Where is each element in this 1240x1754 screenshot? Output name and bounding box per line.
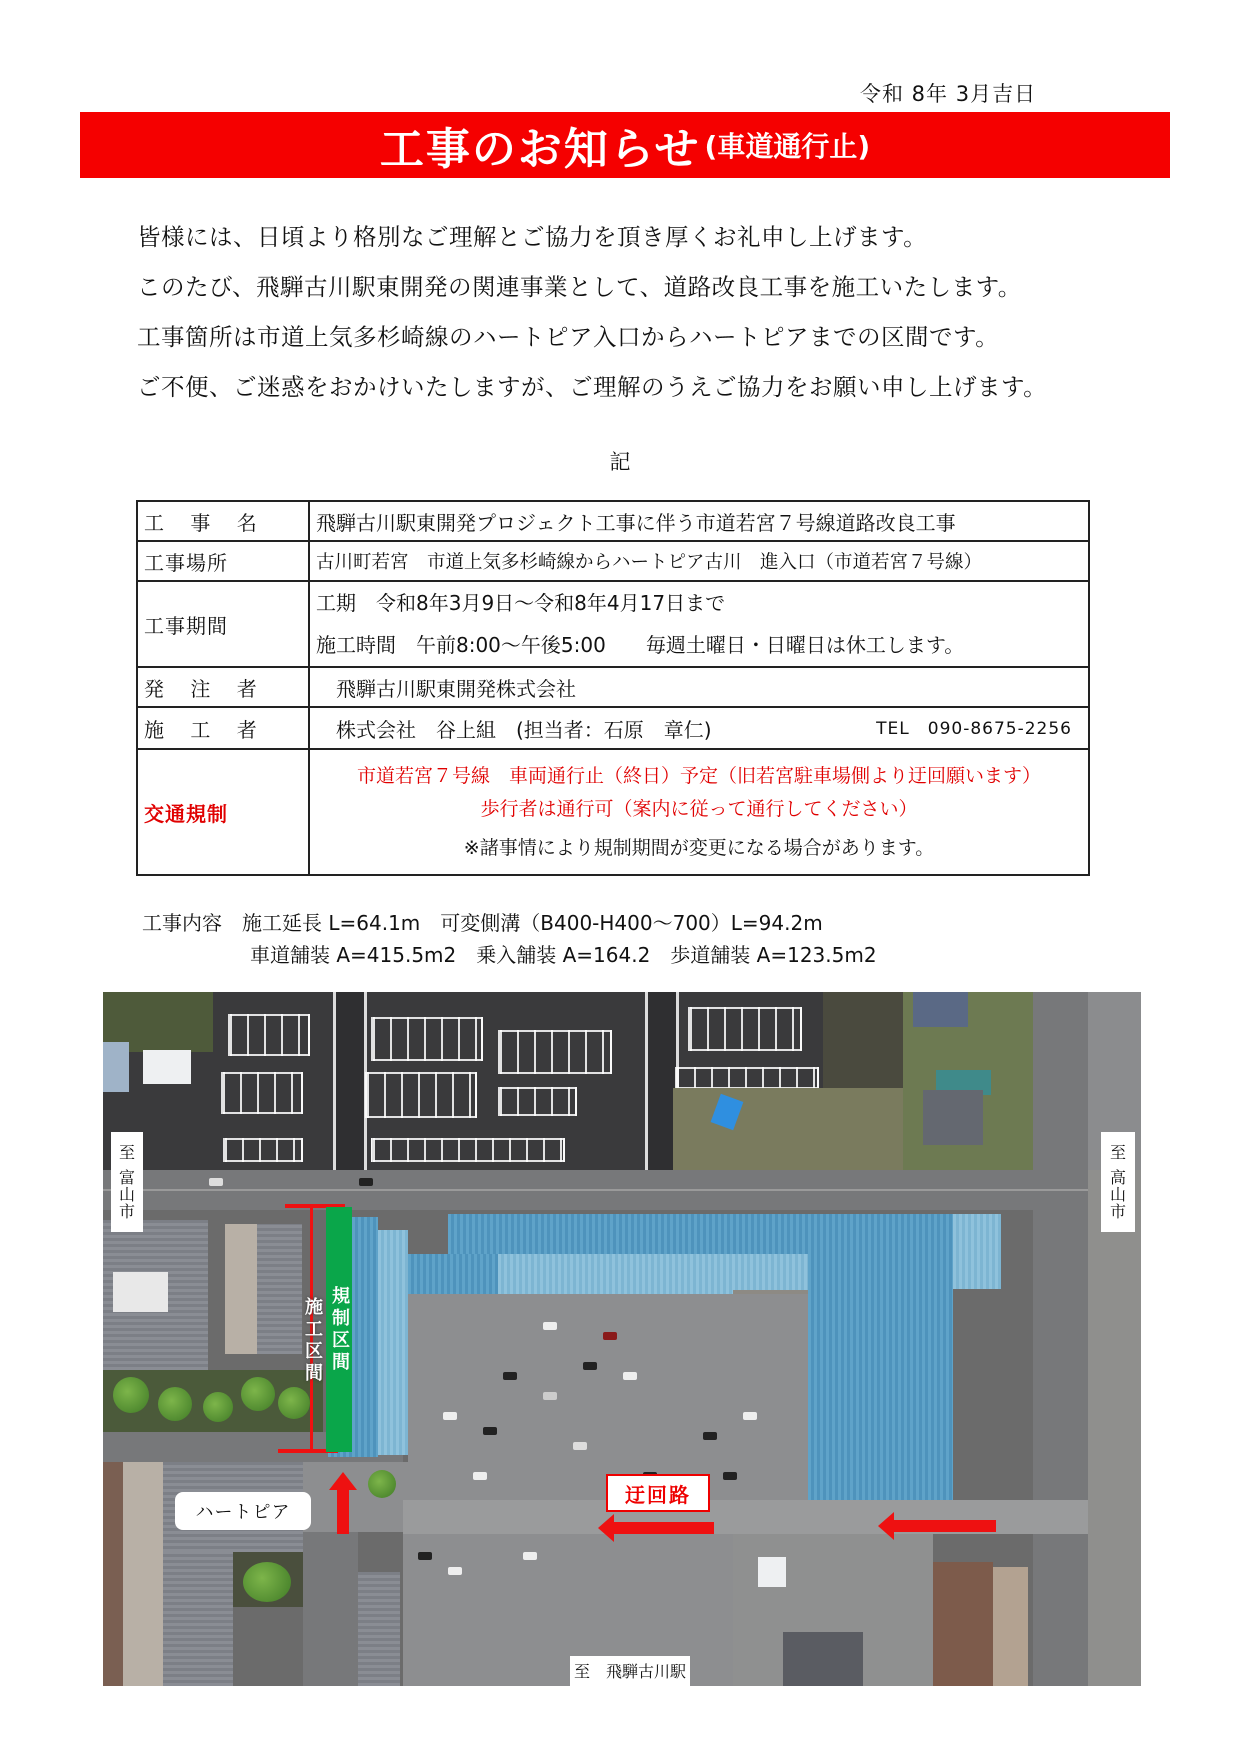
label-char: 市 <box>118 1202 135 1221</box>
parking-stalls <box>498 1030 612 1074</box>
regulation-note: ※諸事情により規制期間が変更になる場合があります。 <box>463 836 935 859</box>
house <box>913 992 968 1027</box>
regulation-line: 歩行者は通行可（案内に従って通行してください） <box>480 797 918 820</box>
road-east <box>1033 992 1088 1686</box>
car <box>448 1567 462 1575</box>
parking-stalls <box>371 1138 565 1162</box>
factory-roof <box>378 1230 408 1455</box>
factory-roof <box>953 1214 1001 1289</box>
car <box>583 1362 597 1370</box>
tree <box>368 1470 396 1498</box>
heartpia-building <box>163 1552 233 1686</box>
tree <box>158 1387 192 1421</box>
building <box>783 1632 863 1686</box>
car <box>623 1372 637 1380</box>
regulation-line: 市道若宮７号線 車両通行止（終日）予定（旧若宮駐車場側より迂回願います） <box>356 764 1041 787</box>
page-title: 工事のお知らせ <box>379 124 701 175</box>
building <box>358 1572 400 1686</box>
car <box>543 1322 557 1330</box>
car <box>603 1332 617 1340</box>
parking-stalls <box>371 1017 483 1061</box>
table-row <box>137 581 1089 667</box>
shed <box>758 1557 786 1587</box>
title-banner <box>80 112 1170 178</box>
detour-road <box>403 1500 1141 1534</box>
intro-line: 工事箇所は市道上気多杉崎線のハートピア入口からハートピアまでの区間です。 <box>137 323 1000 351</box>
aerial-map <box>103 992 1141 1686</box>
label-char: 至 <box>1109 1143 1126 1162</box>
parking-stalls <box>688 1007 802 1051</box>
page-subtitle: (車道通行止) <box>704 130 871 163</box>
parking-stalls <box>365 1072 477 1118</box>
label-char: 至 <box>118 1143 135 1162</box>
label-char: 山 <box>1109 1185 1126 1204</box>
row-label: 発 注 者 <box>137 667 309 707</box>
row-value <box>309 581 1089 667</box>
car <box>209 1178 223 1186</box>
factory-roof <box>408 1254 498 1294</box>
direction-toyama <box>111 1132 143 1232</box>
table-row <box>137 707 1089 749</box>
car <box>483 1427 497 1435</box>
table-row <box>137 749 1089 875</box>
house <box>933 1562 993 1686</box>
parking-stalls <box>498 1087 577 1116</box>
contractor-name: 株式会社 谷上組 (担当者：石原 章仁) <box>316 717 712 742</box>
work-details <box>142 907 877 971</box>
label-char: 高 <box>1109 1168 1126 1187</box>
parking-stalls <box>228 1014 310 1056</box>
building <box>225 1224 257 1354</box>
car <box>473 1472 487 1480</box>
car <box>523 1552 537 1560</box>
contractor-tel: TEL 090-8675-2256 <box>876 718 1072 739</box>
tree <box>243 1562 291 1602</box>
building <box>257 1224 302 1354</box>
factory-roof <box>808 1214 953 1534</box>
row-value <box>309 749 1089 875</box>
road-centerline <box>103 1189 1141 1191</box>
label-char: 山 <box>118 1185 135 1204</box>
building <box>103 1462 123 1686</box>
parking-lot <box>408 1294 808 1504</box>
table-row <box>137 541 1089 581</box>
east-lot <box>1088 1170 1141 1686</box>
table-row <box>137 501 1089 541</box>
lot-driveway <box>333 992 367 1170</box>
factory-roof <box>498 1254 808 1294</box>
construction-hours: 施工時間 午前8:00～午後5:00 毎週土曜日・日曜日は休工します。 <box>316 633 965 657</box>
row-label: 工事場所 <box>137 541 309 581</box>
parking-stalls <box>221 1072 303 1114</box>
heartpia-building <box>123 1462 163 1686</box>
car <box>743 1412 757 1420</box>
regulation-section-bar <box>326 1207 352 1452</box>
car <box>418 1552 432 1560</box>
entry-arrow-icon <box>329 1472 357 1534</box>
construction-section-label: 施工区間 <box>302 1297 323 1385</box>
intro-line: 皆様には、日頃より格別なご理解とご協力を頂き厚くお礼申し上げます。 <box>137 223 928 251</box>
row-label: 工事期間 <box>137 581 309 667</box>
car <box>703 1432 717 1440</box>
intro-line: ご不便、ご迷惑をおかけいたしますが、ご理解のうえご協力をお願い申し上げます。 <box>137 373 1048 401</box>
car <box>359 1178 373 1186</box>
house <box>993 1567 1028 1686</box>
row-value: 古川町若宮 市道上気多杉崎線からハートピア古川 進入口（市道若宮７号線） <box>309 541 1089 581</box>
tree <box>241 1377 275 1411</box>
work-line: 工事内容 施工延長 L=64.1m 可変側溝（B400-H400～700）L=94.2m <box>142 911 823 935</box>
ki-heading: 記 <box>609 450 631 474</box>
parking-stalls <box>675 1067 819 1089</box>
shed <box>143 1050 191 1084</box>
car <box>723 1472 737 1480</box>
row-value: 飛騨古川駅東開発株式会社 <box>309 667 1089 707</box>
table-row <box>137 667 1089 707</box>
tree <box>203 1392 233 1422</box>
direction-takayama <box>1101 1132 1135 1232</box>
heartpia-label: ハートピア <box>175 1492 311 1530</box>
road-west-south <box>303 1532 358 1686</box>
tree <box>113 1377 149 1413</box>
car <box>543 1392 557 1400</box>
row-label: 工 事 名 <box>137 501 309 541</box>
direction-station: 至 飛騨古川駅 <box>570 1656 690 1686</box>
detour-arrow-left-icon <box>598 1514 714 1542</box>
detour-arrow-left-icon <box>878 1512 996 1540</box>
regulation-section-label: 規制区間 <box>329 1285 350 1374</box>
car <box>443 1412 457 1420</box>
shed <box>103 1042 129 1092</box>
row-label: 交通規制 <box>137 749 309 875</box>
row-label: 施 工 者 <box>137 707 309 749</box>
detour-label: 迂回路 <box>606 1474 710 1512</box>
intro-text <box>137 222 1137 422</box>
house <box>923 1090 983 1145</box>
label-char: 富 <box>118 1168 135 1187</box>
work-line: 車道舗装 A=415.5m2 乗入舗装 A=164.2 歩道舗装 A=123.5m2 <box>250 943 877 967</box>
issue-date: 令和 8年 3月吉日 <box>860 82 1037 106</box>
car <box>573 1442 587 1450</box>
info-table <box>136 500 1090 876</box>
car <box>503 1372 517 1380</box>
courtyard <box>113 1272 168 1312</box>
field <box>823 992 903 1088</box>
construction-period: 工期 令和8年3月9日～令和8年4月17日まで <box>316 591 726 615</box>
row-value <box>309 707 1089 749</box>
parking-stalls <box>223 1138 303 1162</box>
row-value: 飛騨古川駅東開発プロジェクト工事に伴う市道若宮７号線道路改良工事 <box>309 501 1089 541</box>
label-char: 市 <box>1109 1202 1126 1221</box>
intro-line: このたび、飛騨古川駅東開発の関連事業として、道路改良工事を施工いたします。 <box>137 273 1022 301</box>
